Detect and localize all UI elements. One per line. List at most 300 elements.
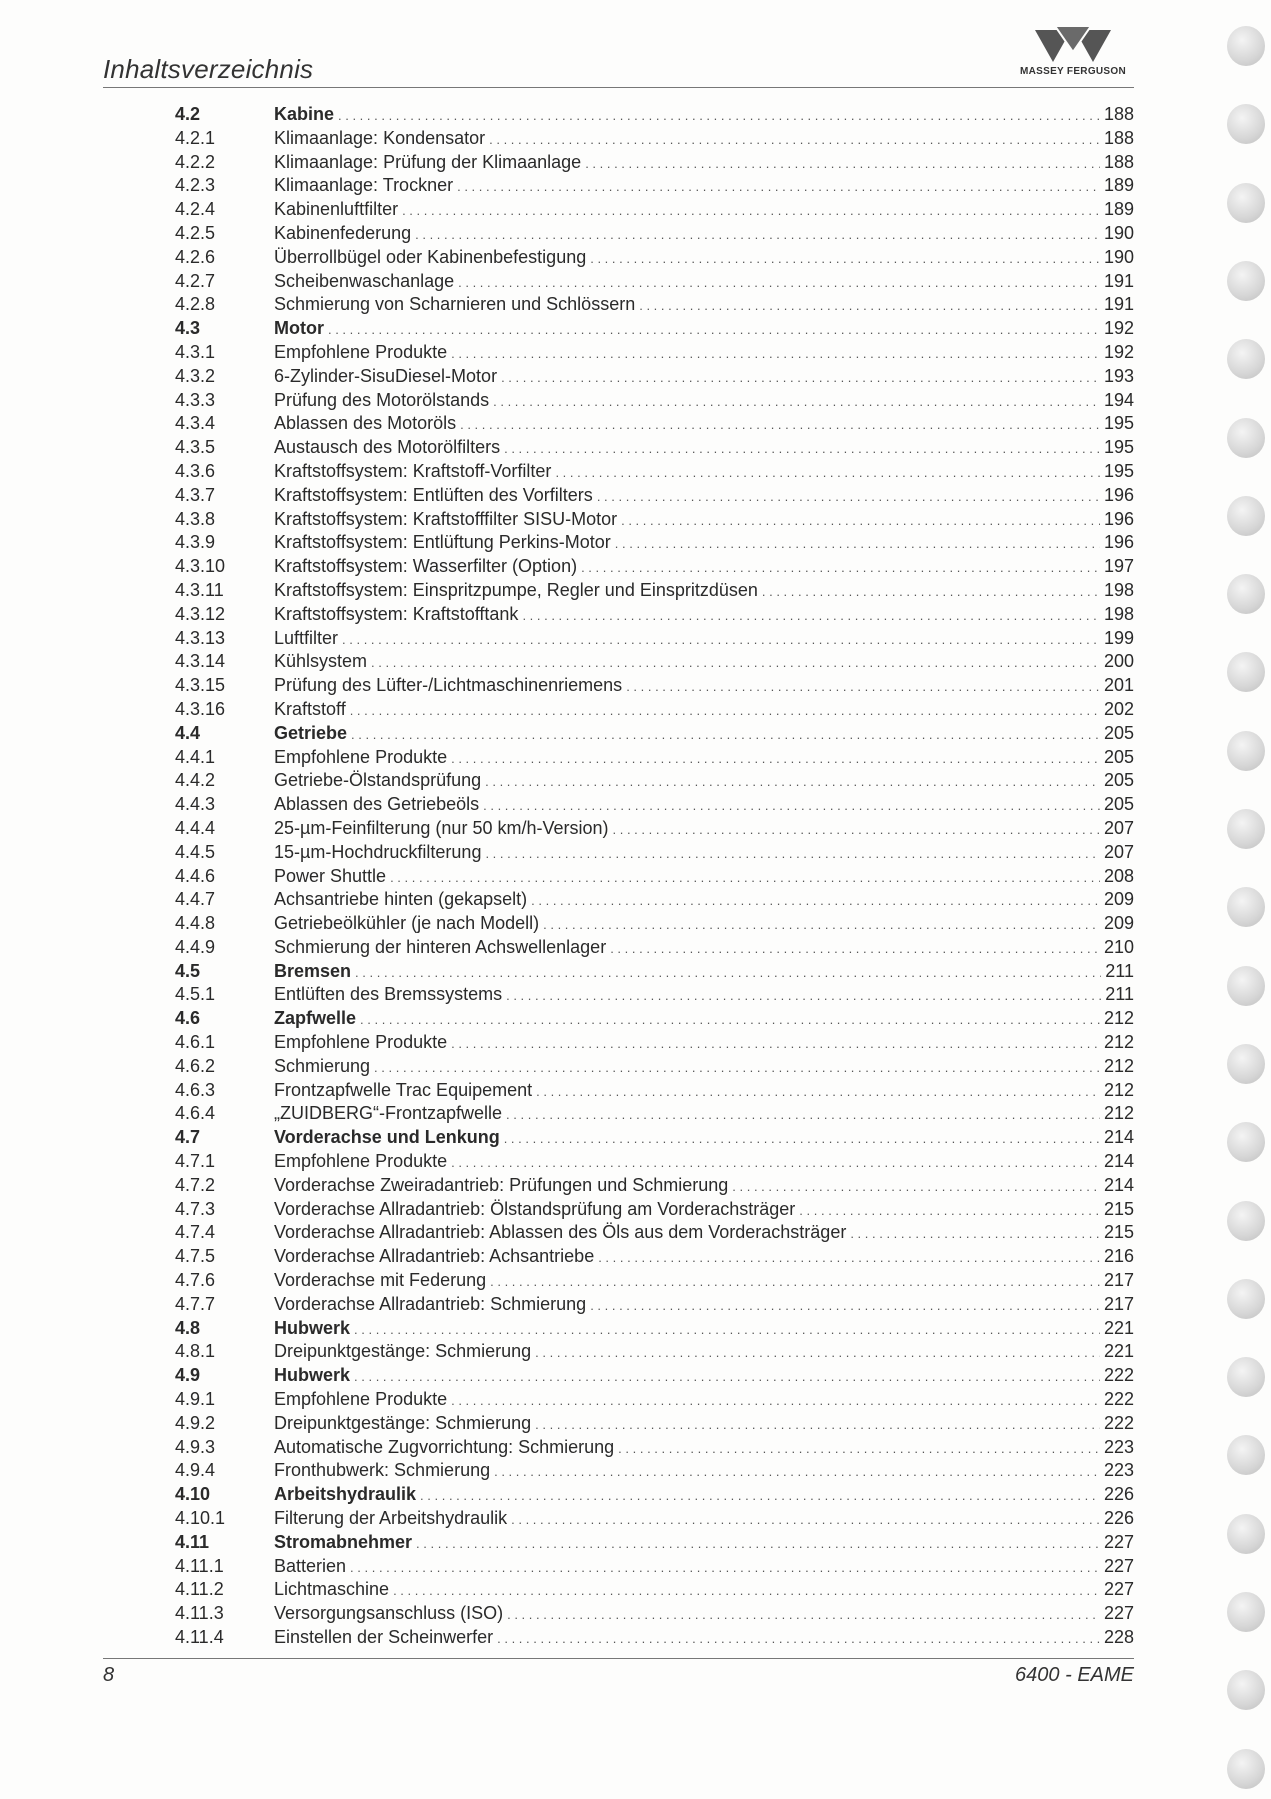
binder-hole <box>1227 1122 1265 1162</box>
toc-entry-row[interactable] <box>175 793 1134 817</box>
toc-entry-row[interactable] <box>175 817 1134 841</box>
leader-dots <box>536 1080 1100 1104</box>
leader-dots <box>402 199 1100 223</box>
toc-entry-row[interactable] <box>175 436 1134 460</box>
leader-dots <box>460 413 1100 437</box>
leader-dots <box>415 223 1100 247</box>
toc-title: Batterien <box>274 1555 347 1576</box>
toc-entry-row[interactable] <box>175 1269 1134 1293</box>
toc-entry-row[interactable] <box>175 1055 1134 1079</box>
binder-hole <box>1227 731 1265 771</box>
toc-title: Schmierung von Scharnieren und Schlössern <box>274 294 636 315</box>
leader-dots <box>350 699 1100 723</box>
toc-title: Luftfilter <box>274 627 339 648</box>
leader-dots <box>626 675 1100 699</box>
leader-dots <box>485 770 1100 794</box>
toc-entry-row[interactable] <box>175 888 1134 912</box>
binder-hole <box>1227 1279 1265 1319</box>
toc-title: Stromabnehmer <box>274 1531 413 1552</box>
toc-page: 198 <box>1103 579 1134 600</box>
toc-entry-row[interactable] <box>175 865 1134 889</box>
toc-number: 4.3.13 <box>175 627 226 648</box>
toc-title: Empfohlene Produkte <box>274 1151 448 1172</box>
toc-number: 4.7.2 <box>175 1174 216 1195</box>
toc-number: 4.3.7 <box>175 484 216 505</box>
leader-dots <box>535 1413 1100 1437</box>
leader-dots <box>354 1318 1100 1342</box>
toc-title: Getriebe-Ölstandsprüfung <box>274 770 482 791</box>
toc-number: 4.7 <box>175 1127 201 1148</box>
toc-entry-row[interactable] <box>175 1388 1134 1412</box>
binder-hole <box>1227 339 1265 379</box>
toc-entry-row[interactable] <box>175 1626 1134 1650</box>
toc-number: 4.9.4 <box>175 1460 216 1481</box>
toc-page: 192 <box>1103 318 1134 339</box>
toc-number: 4.2.7 <box>175 270 216 291</box>
toc-page: 210 <box>1103 936 1134 957</box>
leader-dots <box>501 366 1100 390</box>
binder-hole <box>1227 966 1265 1006</box>
toc-entry-row[interactable] <box>175 270 1134 294</box>
toc-page: 196 <box>1103 532 1134 553</box>
toc-page: 195 <box>1103 413 1134 434</box>
toc-entry-row[interactable] <box>175 936 1134 960</box>
leader-dots <box>585 152 1100 176</box>
toc-title: Empfohlene Produkte <box>274 1389 448 1410</box>
toc-entry-row[interactable] <box>175 1102 1134 1126</box>
toc-number: 4.3.15 <box>175 675 226 696</box>
leader-dots <box>350 1556 1100 1580</box>
toc-number: 4.3.5 <box>175 437 216 458</box>
toc-number: 4.8.1 <box>175 1341 216 1362</box>
leader-dots <box>531 889 1100 913</box>
toc-title: Kraftstoffsystem: Entlüften des Vorfilters <box>274 484 593 505</box>
toc-number: 4.6.4 <box>175 1103 216 1124</box>
toc-number: 4.4.6 <box>175 865 216 886</box>
toc-number: 4.3 <box>175 318 201 339</box>
binder-hole <box>1227 887 1265 927</box>
toc-title: Kabinenluftfilter <box>274 199 399 220</box>
toc-number: 4.7.5 <box>175 1246 216 1267</box>
toc-page: 188 <box>1103 127 1134 148</box>
toc-page: 188 <box>1103 104 1134 124</box>
leader-dots <box>489 128 1100 152</box>
toc-page: 198 <box>1103 603 1134 624</box>
toc-page: 191 <box>1103 294 1134 315</box>
toc-title: Arbeitshydraulik <box>274 1484 417 1505</box>
toc-entry-row[interactable] <box>175 603 1134 627</box>
toc-entry-row[interactable] <box>175 1602 1134 1626</box>
toc-page: 214 <box>1103 1151 1134 1172</box>
toc-entry-row[interactable] <box>175 579 1134 603</box>
toc-title: Dreipunktgestänge: Schmierung <box>274 1412 532 1433</box>
toc-page: 211 <box>1105 960 1134 981</box>
toc-title: Austausch des Motorölfilters <box>274 437 501 458</box>
toc-page: 192 <box>1103 341 1134 362</box>
toc-title: Entlüften des Bremssystems <box>274 984 503 1005</box>
toc-number: 4.7.4 <box>175 1222 216 1243</box>
toc-number: 4.5.1 <box>175 984 216 1005</box>
toc-title: Schmierung der hinteren Achswellenlager <box>274 936 607 957</box>
toc-title: Vorderachse Allradantrieb: Achsantriebe <box>274 1246 595 1267</box>
toc-entry-row[interactable] <box>175 650 1134 674</box>
toc-page: 212 <box>1103 1032 1134 1053</box>
toc-number: 4.9.1 <box>175 1389 216 1410</box>
toc-number: 4.7.6 <box>175 1270 216 1291</box>
toc-entry-row[interactable] <box>175 412 1134 436</box>
toc-entry-row[interactable] <box>175 460 1134 484</box>
toc-title: 6-Zylinder-SisuDiesel-Motor <box>274 365 498 386</box>
leader-dots <box>451 342 1100 366</box>
toc-number: 4.3.10 <box>175 556 226 577</box>
toc-page: 212 <box>1103 1079 1134 1100</box>
toc-number: 4.3.14 <box>175 651 226 672</box>
toc-title: Schmierung <box>274 1055 371 1076</box>
leader-dots <box>504 437 1100 461</box>
toc-title: Vorderachse Allradantrieb: Ablassen des Öls aus dem Vorderachsträger <box>274 1222 847 1243</box>
toc-title: Vorderachse Allradantrieb: Schmierung <box>274 1293 587 1314</box>
leader-dots <box>639 294 1100 318</box>
toc-page: 212 <box>1103 1103 1134 1124</box>
toc-section-row[interactable] <box>175 722 1134 746</box>
page-number: 8 <box>103 1664 115 1686</box>
toc-page: 226 <box>1103 1508 1134 1529</box>
leader-dots <box>451 1032 1100 1056</box>
header-rule <box>103 87 1134 88</box>
leader-dots <box>590 1294 1100 1318</box>
leader-dots <box>458 271 1100 295</box>
toc-page: 199 <box>1103 627 1134 648</box>
binder-hole <box>1227 26 1265 66</box>
toc-number: 4.4.2 <box>175 770 216 791</box>
leader-dots <box>494 1460 1100 1484</box>
toc-title: Kraftstoffsystem: Kraftstoff-Vorfilter <box>274 460 552 481</box>
toc-entry-row[interactable] <box>175 1340 1134 1364</box>
toc-title: 25-µm-Feinfilterung (nur 50 km/h-Version) <box>274 817 609 838</box>
toc-entry-row[interactable] <box>175 1436 1134 1460</box>
toc-number: 4.6 <box>175 1008 201 1029</box>
toc-section-row[interactable] <box>175 1126 1134 1150</box>
binder-hole <box>1227 574 1265 614</box>
leader-dots <box>354 1365 1100 1389</box>
toc-number: 4.2.6 <box>175 246 216 267</box>
toc-entry-row[interactable] <box>175 293 1134 317</box>
toc-entry-row[interactable] <box>175 151 1134 175</box>
toc-number: 4.11.3 <box>175 1603 224 1624</box>
toc-entry-row[interactable] <box>175 555 1134 579</box>
toc-number: 4.9 <box>175 1365 201 1386</box>
toc-section-row[interactable] <box>175 1483 1134 1507</box>
toc-page: 196 <box>1103 508 1134 529</box>
leader-dots <box>506 1103 1100 1127</box>
model-label: 6400 - EAME <box>1015 1664 1134 1686</box>
toc-page: 217 <box>1103 1270 1134 1291</box>
toc-entry-row[interactable] <box>175 1079 1134 1103</box>
toc-page: 195 <box>1103 437 1134 458</box>
toc-title: Klimaanlage: Kondensator <box>274 127 486 148</box>
toc-title: Kraftstoffsystem: Einspritzpumpe, Regler und Einspritzdüsen <box>274 579 758 600</box>
toc-page: 212 <box>1103 1008 1134 1029</box>
leader-dots <box>483 794 1100 818</box>
toc-title: Frontzapfwelle Trac Equipement <box>274 1079 533 1100</box>
toc-page: 209 <box>1103 889 1134 910</box>
leader-dots <box>799 1199 1100 1223</box>
binder-hole <box>1227 1044 1265 1084</box>
toc-entry-row[interactable] <box>175 341 1134 365</box>
toc-entry-row[interactable] <box>175 912 1134 936</box>
toc-entry-row[interactable] <box>175 627 1134 651</box>
toc-title: Dreipunktgestänge: Schmierung <box>274 1341 532 1362</box>
binder-hole <box>1227 183 1265 223</box>
leader-dots <box>360 1008 1100 1032</box>
toc-number: 4.2.5 <box>175 222 216 243</box>
toc-number: 4.4 <box>175 722 201 743</box>
toc-page: 209 <box>1103 913 1134 934</box>
toc-number: 4.4.1 <box>175 746 216 767</box>
leader-dots <box>618 1437 1100 1461</box>
toc-page: 221 <box>1103 1341 1134 1362</box>
toc-title: Hubwerk <box>274 1365 351 1386</box>
toc-page: 201 <box>1103 675 1134 696</box>
leader-dots <box>416 1532 1100 1556</box>
toc-number: 4.2.8 <box>175 294 216 315</box>
leader-dots <box>522 604 1100 628</box>
toc-entry-row[interactable] <box>175 1150 1134 1174</box>
toc-number: 4.2.4 <box>175 199 216 220</box>
binder-hole <box>1227 652 1265 692</box>
toc-title: Filterung der Arbeitshydraulik <box>274 1508 508 1529</box>
leader-dots <box>371 651 1100 675</box>
toc-page: 205 <box>1103 770 1134 791</box>
binder-hole <box>1227 418 1265 458</box>
toc-number: 4.3.11 <box>175 579 224 600</box>
leader-dots <box>762 580 1100 604</box>
toc-entry-row[interactable] <box>175 531 1134 555</box>
toc-entry-row[interactable] <box>175 983 1134 1007</box>
leader-dots <box>338 104 1100 128</box>
leader-dots <box>555 461 1100 485</box>
toc-section-row[interactable] <box>175 960 1134 984</box>
toc-entry-row[interactable] <box>175 1578 1134 1602</box>
leader-dots <box>621 509 1100 533</box>
leader-dots <box>328 318 1100 342</box>
leader-dots <box>615 532 1100 556</box>
binder-hole <box>1227 1201 1265 1241</box>
leader-dots <box>850 1222 1100 1246</box>
toc-page: 190 <box>1103 222 1134 243</box>
toc-page: 223 <box>1103 1460 1134 1481</box>
toc-title: Power Shuttle <box>274 865 387 886</box>
toc-page: 200 <box>1103 651 1134 672</box>
toc-title: Prüfung des Lüfter-/Lichtmaschinenriemens <box>274 675 623 696</box>
toc-entry-row[interactable] <box>175 1412 1134 1436</box>
toc-page: 223 <box>1103 1436 1134 1457</box>
toc-number: 4.6.3 <box>175 1079 216 1100</box>
toc-title: Vorderachse Allradantrieb: Ölstandsprüfung am Vorderachsträger <box>274 1198 796 1219</box>
toc-section-row[interactable] <box>175 103 1134 127</box>
toc-title: Bremsen <box>274 960 352 981</box>
toc-entry-row[interactable] <box>175 1174 1134 1198</box>
toc-page: 197 <box>1103 556 1134 577</box>
toc-section-row[interactable] <box>175 1317 1134 1341</box>
leader-dots <box>457 175 1100 199</box>
toc-entry-row[interactable] <box>175 365 1134 389</box>
toc-entry-row[interactable] <box>175 746 1134 770</box>
toc-title: Ablassen des Getriebeöls <box>274 794 480 815</box>
toc-number: 4.6.2 <box>175 1055 216 1076</box>
toc-title: Klimaanlage: Prüfung der Klimaanlage <box>274 151 582 172</box>
toc-entry-row[interactable] <box>175 1198 1134 1222</box>
binder-hole <box>1227 1670 1265 1710</box>
toc-title: Kühlsystem <box>274 651 368 672</box>
toc-title: Prüfung des Motorölstands <box>274 389 490 410</box>
toc-number: 4.3.8 <box>175 508 216 529</box>
toc-title: Klimaanlage: Trockner <box>274 175 454 196</box>
toc-entry-row[interactable] <box>175 1459 1134 1483</box>
toc-page: 217 <box>1103 1293 1134 1314</box>
toc-number: 4.7.1 <box>175 1151 216 1172</box>
toc-page: 207 <box>1103 841 1134 862</box>
page-title: Inhaltsverzeichnis <box>103 54 314 84</box>
leader-dots <box>597 485 1100 509</box>
toc-page: 191 <box>1103 270 1134 291</box>
toc-number: 4.4.8 <box>175 913 216 934</box>
binder-hole <box>1227 1514 1265 1554</box>
toc-page: 227 <box>1103 1531 1134 1552</box>
logo-text: MASSEY FERGUSON <box>1020 66 1126 77</box>
toc-entry-row[interactable] <box>175 174 1134 198</box>
toc-number: 4.8 <box>175 1317 201 1338</box>
leader-dots <box>374 1056 1100 1080</box>
toc-entry-row[interactable] <box>175 674 1134 698</box>
leader-dots <box>535 1341 1100 1365</box>
toc-page: 196 <box>1103 484 1134 505</box>
toc-title: Motor <box>274 318 324 339</box>
toc-page: 222 <box>1103 1389 1134 1410</box>
toc-title: Kraftstoffsystem: Kraftstofffilter SISU-Motor <box>274 508 618 529</box>
toc-entry-row[interactable] <box>175 769 1134 793</box>
toc-page: 188 <box>1103 151 1134 172</box>
toc-number: 4.3.2 <box>175 365 216 386</box>
toc-page: 194 <box>1103 389 1134 410</box>
leader-dots <box>732 1175 1100 1199</box>
toc-entry-row[interactable] <box>175 1245 1134 1269</box>
leader-dots <box>581 556 1100 580</box>
leader-dots <box>420 1484 1100 1508</box>
toc-page: 207 <box>1103 817 1134 838</box>
toc-number: 4.4.5 <box>175 841 216 862</box>
toc-number: 4.3.16 <box>175 698 226 719</box>
toc-entry-row[interactable] <box>175 246 1134 270</box>
toc-number: 4.11 <box>175 1531 210 1552</box>
toc-section-row[interactable] <box>175 317 1134 341</box>
toc-number: 4.3.3 <box>175 389 216 410</box>
leader-dots <box>485 842 1100 866</box>
toc-entry-row[interactable] <box>175 484 1134 508</box>
toc-number: 4.11.1 <box>175 1555 224 1576</box>
leader-dots <box>351 723 1100 747</box>
leader-dots <box>390 866 1100 890</box>
toc-title: Zapfwelle <box>274 1008 357 1029</box>
toc-entry-row[interactable] <box>175 1221 1134 1245</box>
binder-hole <box>1227 1592 1265 1632</box>
toc-entry-row[interactable] <box>175 1555 1134 1579</box>
toc-title: Empfohlene Produkte <box>274 1032 448 1053</box>
toc-page: 215 <box>1103 1198 1134 1219</box>
toc-entry-row[interactable] <box>175 508 1134 532</box>
toc-title: Vorderachse Zweiradantrieb: Prüfungen und Schmierung <box>274 1174 729 1195</box>
toc-page: 215 <box>1103 1222 1134 1243</box>
toc-entry-row[interactable] <box>175 1507 1134 1531</box>
leader-dots <box>393 1579 1100 1603</box>
toc-entry-row[interactable] <box>175 841 1134 865</box>
toc-entry-row[interactable] <box>175 127 1134 151</box>
toc-number: 4.11.4 <box>175 1627 224 1647</box>
toc-number: 4.10 <box>175 1484 211 1505</box>
binder-hole <box>1227 1357 1265 1397</box>
toc-title: Scheibenwaschanlage <box>274 270 455 291</box>
toc-title: Automatische Zugvorrichtung: Schmierung <box>274 1436 615 1457</box>
toc-section-row[interactable] <box>175 1007 1134 1031</box>
toc-entry-row[interactable] <box>175 1293 1134 1317</box>
toc-number: 4.4.7 <box>175 889 216 910</box>
binder-hole <box>1227 261 1265 301</box>
leader-dots <box>451 747 1100 771</box>
toc-number: 4.2.1 <box>175 127 216 148</box>
toc-page: 189 <box>1103 175 1134 196</box>
toc-entry-row[interactable] <box>175 222 1134 246</box>
toc-page: 216 <box>1103 1246 1134 1267</box>
toc-page: 221 <box>1103 1317 1134 1338</box>
toc-section-row[interactable] <box>175 1531 1134 1555</box>
leader-dots <box>610 937 1100 961</box>
toc-page: 227 <box>1103 1555 1134 1576</box>
toc-entry-row[interactable] <box>175 698 1134 722</box>
toc-title: Überrollbügel oder Kabinenbefestigung <box>274 246 587 267</box>
leader-dots <box>511 1508 1100 1532</box>
toc-number: 4.11.2 <box>175 1579 224 1600</box>
toc-number: 4.6.1 <box>175 1032 216 1053</box>
leader-dots <box>490 1270 1100 1294</box>
toc-title: Ablassen des Motoröls <box>274 413 457 434</box>
toc-title: „ZUIDBERG“-Frontzapfwelle <box>274 1103 503 1124</box>
toc-title: Empfohlene Produkte <box>274 746 448 767</box>
toc-number: 4.4.3 <box>175 794 216 815</box>
toc-title: Hubwerk <box>274 1317 351 1338</box>
toc-entry-row[interactable] <box>175 198 1134 222</box>
toc-entry-row[interactable] <box>175 389 1134 413</box>
toc-title: Fronthubwerk: Schmierung <box>274 1460 491 1481</box>
toc-entry-row[interactable] <box>175 1031 1134 1055</box>
toc-page: 195 <box>1103 460 1134 481</box>
leader-dots <box>451 1151 1100 1175</box>
toc-title: Einstellen der Scheinwerfer <box>274 1627 494 1647</box>
binder-hole <box>1227 104 1265 144</box>
toc-number: 4.10.1 <box>175 1508 226 1529</box>
leader-dots <box>590 247 1100 271</box>
toc-title: Kraftstoff <box>274 698 346 719</box>
toc-page: 214 <box>1103 1127 1134 1148</box>
toc-number: 4.3.6 <box>175 460 216 481</box>
toc-page: 193 <box>1103 365 1134 386</box>
toc-section-row[interactable] <box>175 1364 1134 1388</box>
toc-title: Getriebe <box>274 722 348 743</box>
binder-hole <box>1227 1749 1265 1789</box>
toc-title: Kraftstoffsystem: Entlüftung Perkins-Motor <box>274 532 611 553</box>
toc-page: 226 <box>1103 1484 1134 1505</box>
toc-title: Kraftstoffsystem: Kraftstofftank <box>274 603 519 624</box>
toc-page: 212 <box>1103 1055 1134 1076</box>
